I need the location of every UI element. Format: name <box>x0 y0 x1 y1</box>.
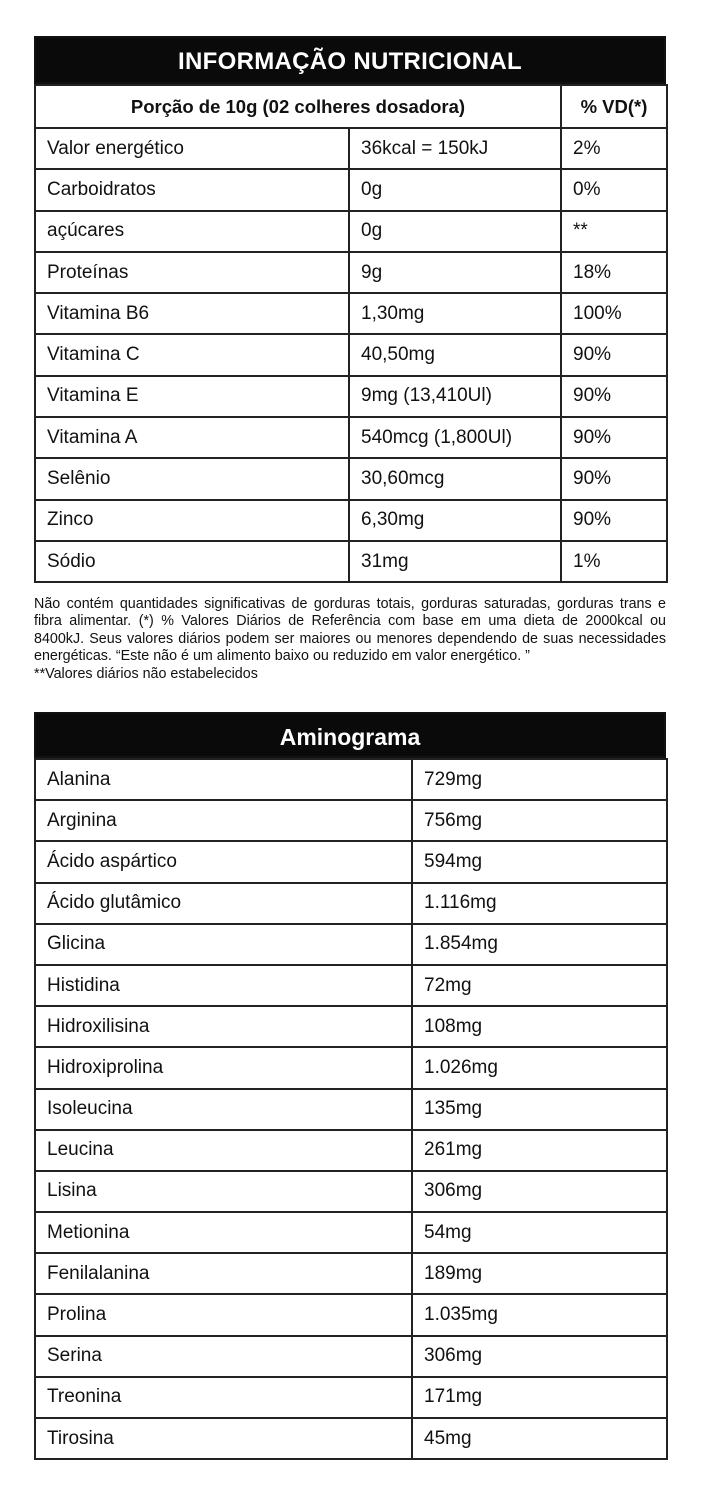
amino-row <box>35 924 667 965</box>
amino-amount: 261mg <box>412 1130 667 1171</box>
amino-amount: 1.854mg <box>412 924 667 965</box>
nutrient-amount: 1,30mg <box>349 293 561 334</box>
nutrient-name: Selênio <box>35 458 349 499</box>
amino-amount: 756mg <box>412 800 667 841</box>
nutrient-vd: 18% <box>561 252 667 293</box>
aminogram-table <box>34 758 668 1460</box>
nutrient-vd: 0% <box>561 169 667 210</box>
amino-name: Isoleucina <box>35 1089 412 1130</box>
nutrition-row <box>35 211 667 252</box>
nutrient-name: Valor energético <box>35 128 349 169</box>
nutrition-footnote <box>34 596 666 683</box>
nutrition-table <box>34 84 668 583</box>
nutrient-name: açúcares <box>35 211 349 252</box>
amino-name: Fenilalanina <box>35 1253 412 1294</box>
amino-name: Hidroxiprolina <box>35 1047 412 1088</box>
nutrient-amount: 6,30mg <box>349 500 561 541</box>
amino-row <box>35 883 667 924</box>
amino-name: Ácido glutâmico <box>35 883 412 924</box>
nutrient-amount: 0g <box>349 211 561 252</box>
nutrient-name: Sódio <box>35 541 349 582</box>
amino-name: Tirosina <box>35 1418 412 1459</box>
amino-name: Hidroxilisina <box>35 1006 412 1047</box>
amino-name: Treonina <box>35 1377 412 1418</box>
amino-amount: 189mg <box>412 1253 667 1294</box>
amino-row <box>35 1418 667 1459</box>
amino-amount: 72mg <box>412 965 667 1006</box>
nutrition-row <box>35 541 667 582</box>
amino-row <box>35 1089 667 1130</box>
nutrition-title: INFORMAÇÃO NUTRICIONAL <box>34 36 666 84</box>
amino-name: Leucina <box>35 1130 412 1171</box>
nutrient-name: Proteínas <box>35 252 349 293</box>
nutrient-vd: 90% <box>561 417 667 458</box>
footnote-text: Não contém quantidades significativas de gorduras totais, gorduras saturadas, gorduras trans e fibra alimentar. (*) % Valores Diários de Referência com base em uma dieta de 2000kcal ou 8400kJ. Seus valores diários podem ser maiores ou menores dependendo de suas necessidades energéticas. “Este não é um alimento baixo ou reduzido em valor energético. ” <box>34 596 666 665</box>
amino-name: Serina <box>35 1336 412 1377</box>
nutrient-vd: ** <box>561 211 667 252</box>
nutrition-row <box>35 169 667 210</box>
nutrient-amount: 0g <box>349 169 561 210</box>
nutrition-row <box>35 458 667 499</box>
nutrient-vd: 1% <box>561 541 667 582</box>
nutrient-amount: 40,50mg <box>349 334 561 375</box>
amino-row <box>35 759 667 800</box>
nutrient-vd: 90% <box>561 458 667 499</box>
nutrient-amount: 31mg <box>349 541 561 582</box>
amino-row <box>35 841 667 882</box>
nutrition-facts-panel <box>34 36 666 583</box>
nutrition-row <box>35 293 667 334</box>
nutrient-vd: 2% <box>561 128 667 169</box>
amino-name: Ácido aspártico <box>35 841 412 882</box>
nutrient-amount: 540mcg (1,800Ul) <box>349 417 561 458</box>
nutrient-vd: 90% <box>561 334 667 375</box>
amino-row <box>35 1047 667 1088</box>
amino-name: Alanina <box>35 759 412 800</box>
amino-amount: 594mg <box>412 841 667 882</box>
amino-name: Histidina <box>35 965 412 1006</box>
amino-name: Glicina <box>35 924 412 965</box>
amino-row <box>35 1336 667 1377</box>
nutrition-row <box>35 128 667 169</box>
amino-amount: 1.026mg <box>412 1047 667 1088</box>
nutrient-name: Vitamina A <box>35 417 349 458</box>
nutrient-vd: 100% <box>561 293 667 334</box>
nutrient-amount: 30,60mcg <box>349 458 561 499</box>
nutrient-name: Vitamina C <box>35 334 349 375</box>
amino-row <box>35 1130 667 1171</box>
amino-amount: 54mg <box>412 1212 667 1253</box>
amino-amount: 1.035mg <box>412 1294 667 1335</box>
amino-amount: 45mg <box>412 1418 667 1459</box>
portion-label: Porção de 10g (02 colheres dosadora) <box>35 85 561 128</box>
amino-name: Metionina <box>35 1212 412 1253</box>
nutrient-name: Vitamina E <box>35 376 349 417</box>
amino-amount: 1.116mg <box>412 883 667 924</box>
nutrient-name: Carboidratos <box>35 169 349 210</box>
amino-row <box>35 1006 667 1047</box>
amino-row <box>35 1171 667 1212</box>
nutrition-table-body <box>35 85 667 582</box>
nutrient-amount: 9g <box>349 252 561 293</box>
amino-row <box>35 1294 667 1335</box>
vd-header: % VD(*) <box>561 85 667 128</box>
amino-row <box>35 1377 667 1418</box>
aminogram-panel <box>34 712 666 1460</box>
portion-header-row <box>35 85 667 128</box>
amino-name: Prolina <box>35 1294 412 1335</box>
nutrition-row <box>35 376 667 417</box>
aminogram-title: Aminograma <box>34 712 666 758</box>
nutrition-row <box>35 334 667 375</box>
amino-row <box>35 965 667 1006</box>
amino-name: Lisina <box>35 1171 412 1212</box>
amino-amount: 306mg <box>412 1171 667 1212</box>
amino-row <box>35 1212 667 1253</box>
amino-amount: 108mg <box>412 1006 667 1047</box>
nutrition-row <box>35 500 667 541</box>
amino-amount: 171mg <box>412 1377 667 1418</box>
nutrition-row <box>35 417 667 458</box>
footnote-daily-values-note: **Valores diários não estabelecidos <box>34 665 258 682</box>
nutrient-vd: 90% <box>561 500 667 541</box>
amino-amount: 729mg <box>412 759 667 800</box>
nutrient-name: Zinco <box>35 500 349 541</box>
amino-row <box>35 1253 667 1294</box>
nutrient-vd: 90% <box>561 376 667 417</box>
amino-amount: 306mg <box>412 1336 667 1377</box>
nutrition-row <box>35 252 667 293</box>
nutrient-amount: 36kcal = 150kJ <box>349 128 561 169</box>
nutrient-name: Vitamina B6 <box>35 293 349 334</box>
amino-row <box>35 800 667 841</box>
amino-name: Arginina <box>35 800 412 841</box>
nutrient-amount: 9mg (13,410Ul) <box>349 376 561 417</box>
amino-amount: 135mg <box>412 1089 667 1130</box>
aminogram-table-body <box>35 759 667 1459</box>
